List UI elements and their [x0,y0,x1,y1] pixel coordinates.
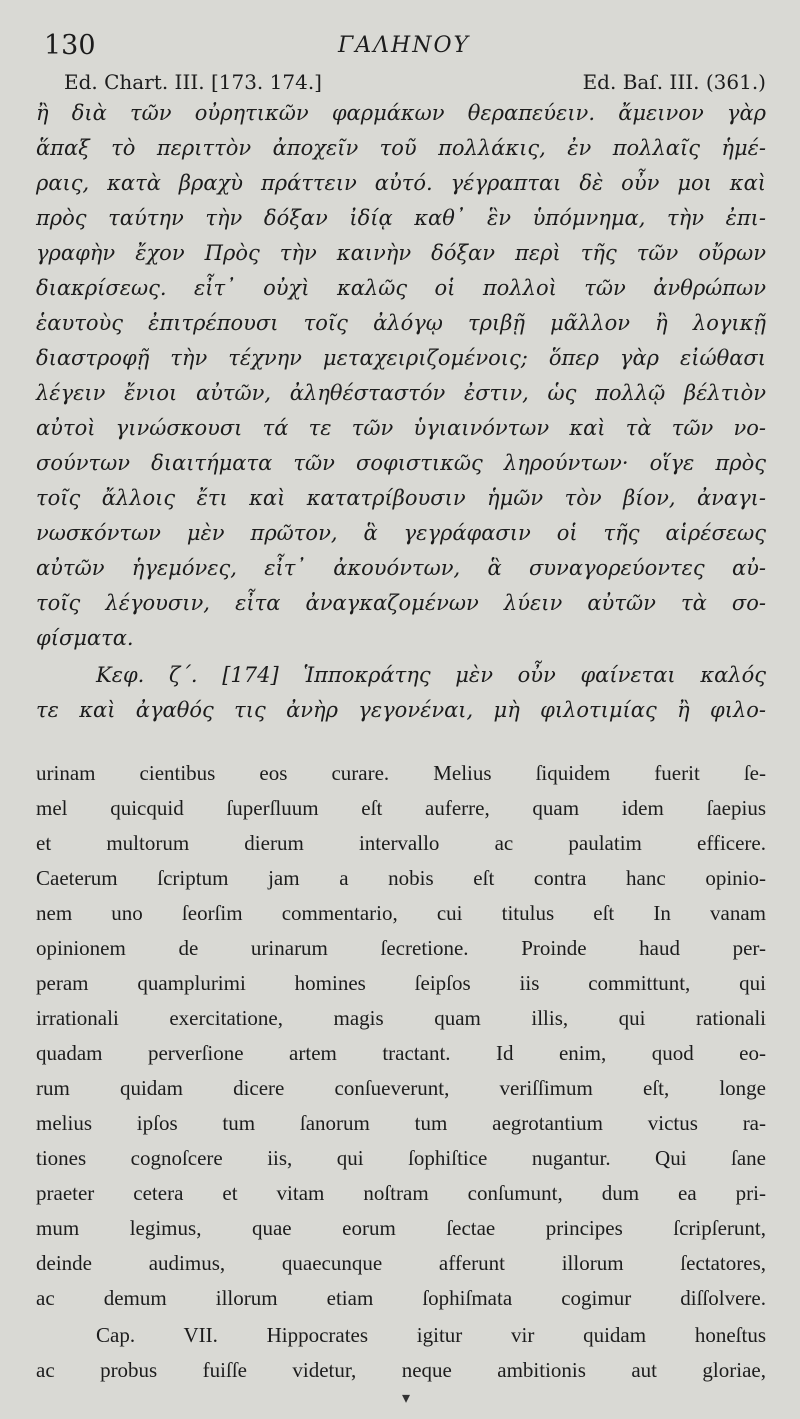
latin-line: tiones cognoſcere iis, qui ſophiſtice nugantur. Qui ſane [36,1146,766,1170]
latin-line: ac demum illorum etiam ſophiſmata cogimur diſſolvere. [36,1286,766,1310]
latin-line: irrationali exercitatione, magis quam illis, qui rationali [36,1006,766,1030]
page-number: 130 [44,30,96,61]
latin-line: opinionem de urinarum ſecretione. Proinde haud per- [36,936,766,960]
greek-line: αὐτοὶ γινώσκουσι τά τε τῶν ὑγιαινόντων καὶ τὰ τῶν νο- [36,416,766,440]
latin-line: ac probus fuiſſe videtur, neque ambitionis aut gloriae, [36,1358,766,1382]
greek-line: ἑαυτοὺς ἐπιτρέπουσι τοῖς ἀλόγῳ τριβῇ μᾶλλον ἢ λογικῇ [36,311,766,335]
greek-line: ἢ διὰ τῶν οὐρητικῶν φαρμάκων θεραπεύειν. ἄμεινον γὰρ [36,101,766,125]
latin-line: quadam perverſione artem tractant. Id enim, quod eo- [36,1041,766,1065]
greek-line: διακρίσεως. εἶτ᾽ οὐχὶ καλῶς οἱ πολλοὶ τῶν ἀνθρώπων [36,276,766,300]
latin-line: nem uno ſeorſim commentario, cui titulus eſt In vanam [36,901,766,925]
greek-line: τε καὶ ἀγαθός τις ἀνὴρ γεγονέναι, μὴ φιλοτιμίας ἢ φιλο- [36,698,766,722]
greek-line: αὐτῶν ἡγεμόνες, εἶτ᾽ ἀκουόντων, ἃ συναγορεύοντες αὐ- [36,556,766,580]
running-title: ΓΑΛΗΝΟΥ [337,33,471,58]
latin-line: deinde audimus, quaecunque afferunt illorum ſectatores, [36,1251,766,1275]
edition-references [64,70,766,98]
page-header [44,30,764,64]
greek-chapter-heading-line: Κεφ. ζ΄. [174] Ἱπποκράτης μὲν οὖν φαίνεται καλός [96,663,766,687]
latin-line: urinam cientibus eos curare. Melius ſiquidem fuerit ſe- [36,761,766,785]
latin-line: Caeterum ſcriptum jam a nobis eſt contra hanc opinio- [36,866,766,890]
greek-line: ραις, κατὰ βραχὺ πράττειν αὐτό. γέγραπται δὲ οὖν μοι καὶ [36,171,766,195]
greek-line: φίσματα. [36,626,134,650]
latin-line: praeter cetera et vitam noſtram conſumunt, dum ea pri- [36,1181,766,1205]
latin-line: mum legimus, quae eorum ſectae principes ſcripſerunt, [36,1216,766,1240]
greek-line: γραφὴν ἔχον Πρὸς τὴν καινὴν δόξαν περὶ τῆς τῶν οὔρων [36,241,766,265]
edition-chart-ref: Ed. Chart. III. [173. 174.] [64,70,322,94]
greek-line: διαστροφῇ τὴν τέχνην μεταχειριζομένοις; ὅπερ γὰρ εἰώθασι [36,346,766,370]
latin-line: rum quidam dicere conſueverunt, veriſſimum eſt, longe [36,1076,766,1100]
latin-line: et multorum dierum intervallo ac paulatim efficere. [36,831,766,855]
greek-line: ἅπαξ τὸ περιττὸν ἀποχεῖν τοῦ πολλάκις, ἐν πολλαῖς ἡμέ- [36,136,766,160]
latin-chapter-heading-line: Cap. VII. Hippocrates igitur vir quidam honeſtus [96,1323,766,1347]
greek-line: λέγειν ἔνιοι αὐτῶν, ἀληθέσταστόν ἐστιν, ὡς πολλῷ βέλτιὸν [36,381,766,405]
greek-line: νωσκόντων μὲν πρῶτον, ἃ γεγράφασιν οἱ τῆς αἱρέσεως [36,521,766,545]
greek-line: σούντων διαιτήματα τῶν σοφιστικῶς ληρούντων· οἵγε πρὸς [36,451,766,475]
signature-mark: ▾ [402,1388,411,1407]
greek-line: πρὸς ταύτην τὴν δόξαν ἰδίᾳ καθ᾽ ἓν ὑπόμνημα, τὴν ἐπι- [36,206,766,230]
edition-basel-ref: Ed. Baſ. III. (361.) [582,70,766,94]
latin-line: mel quicquid ſuperſluum eſt auferre, quam idem ſaepius [36,796,766,820]
latin-line: melius ipſos tum ſanorum tum aegrotantium victus ra- [36,1111,766,1135]
latin-line: peram quamplurimi homines ſeipſos iis committunt, qui [36,971,766,995]
greek-line: τοῖς ἄλλοις ἔτι καὶ κατατρίβουσιν ἡμῶν τὸν βίον, ἀναγι- [36,486,766,510]
greek-line: τοῖς λέγουσιν, εἶτα ἀναγκαζομένων λύειν αὐτῶν τὰ σο- [36,591,766,615]
